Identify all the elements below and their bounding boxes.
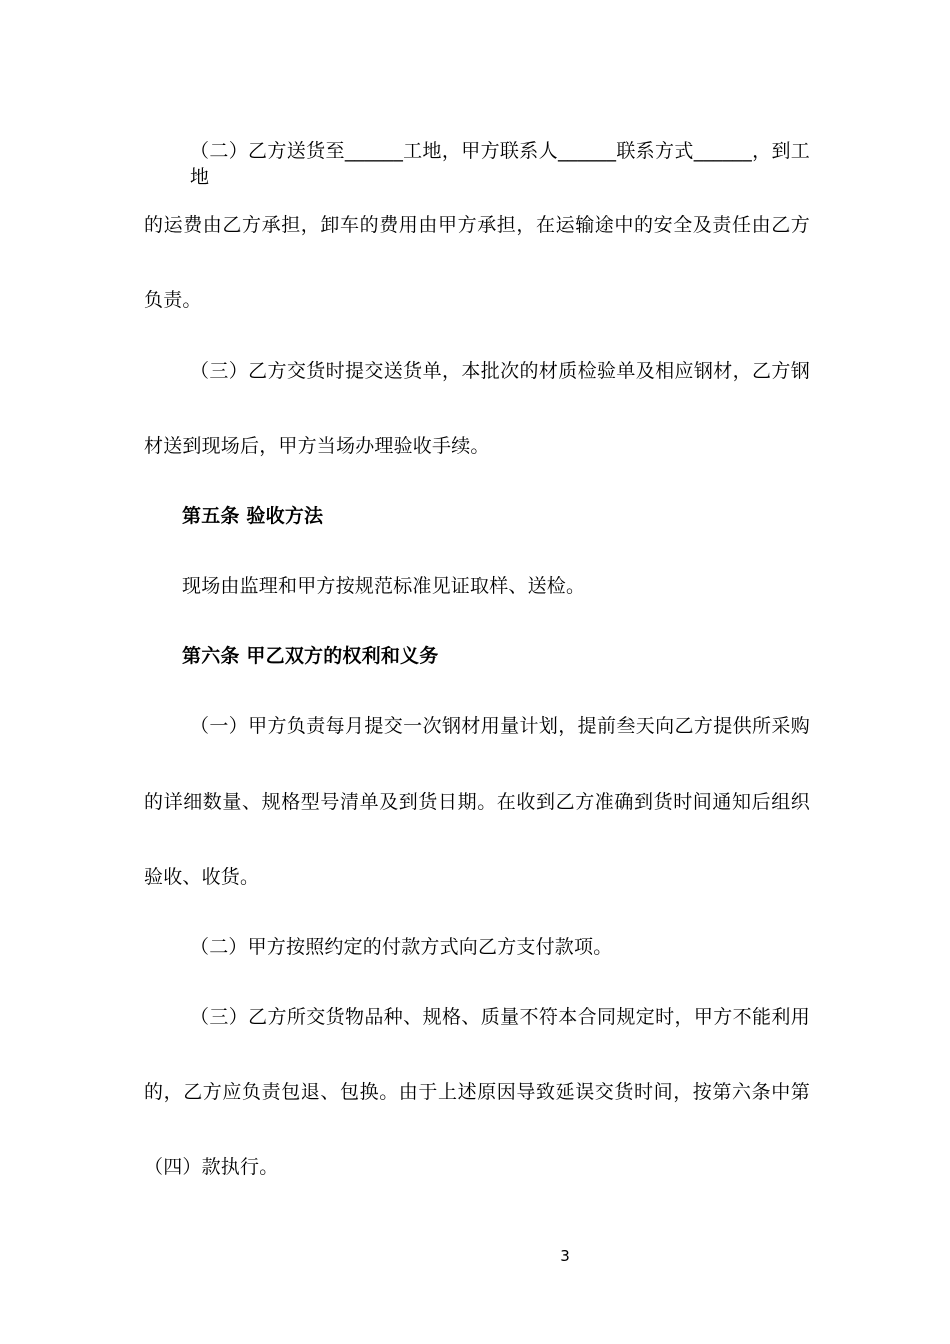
paragraph-line: 负责。 — [144, 289, 202, 311]
paragraph-line: （一）甲方负责每月提交一次钢材用量计划，提前叁天向乙方提供所采购 — [190, 715, 810, 737]
page-number: 3 — [560, 1247, 570, 1265]
paragraph-line: 现场由监理和甲方按规范标准见证取样、送检。 — [182, 575, 586, 597]
paragraph-line: （四）款执行。 — [144, 1156, 279, 1178]
paragraph-line: （二）乙方送货至______工地，甲方联系人______联系方式______，到工地 — [190, 140, 810, 188]
paragraph-line: （三）乙方交货时提交送货单，本批次的材质检验单及相应钢材，乙方钢 — [190, 360, 810, 382]
paragraph-line: 验收、收货。 — [144, 866, 260, 888]
paragraph-line: 的，乙方应负责包退、包换。由于上述原因导致延误交货时间，按第六条中第 — [144, 1081, 810, 1103]
section-heading: 第五条 验收方法 — [182, 505, 324, 527]
paragraph-line: 的运费由乙方承担，卸车的费用由甲方承担，在运输途中的安全及责任由乙方 — [144, 214, 810, 236]
paragraph-line: 材送到现场后，甲方当场办理验收手续。 — [144, 435, 490, 457]
section-heading: 第六条 甲乙双方的权利和义务 — [182, 645, 439, 667]
paragraph-line: 的详细数量、规格型号清单及到货日期。在收到乙方准确到货时间通知后组织 — [144, 791, 810, 813]
paragraph-line: （三）乙方所交货物品种、规格、质量不符本合同规定时，甲方不能利用 — [190, 1006, 810, 1028]
paragraph-line: （二）甲方按照约定的付款方式向乙方支付款项。 — [190, 936, 613, 958]
